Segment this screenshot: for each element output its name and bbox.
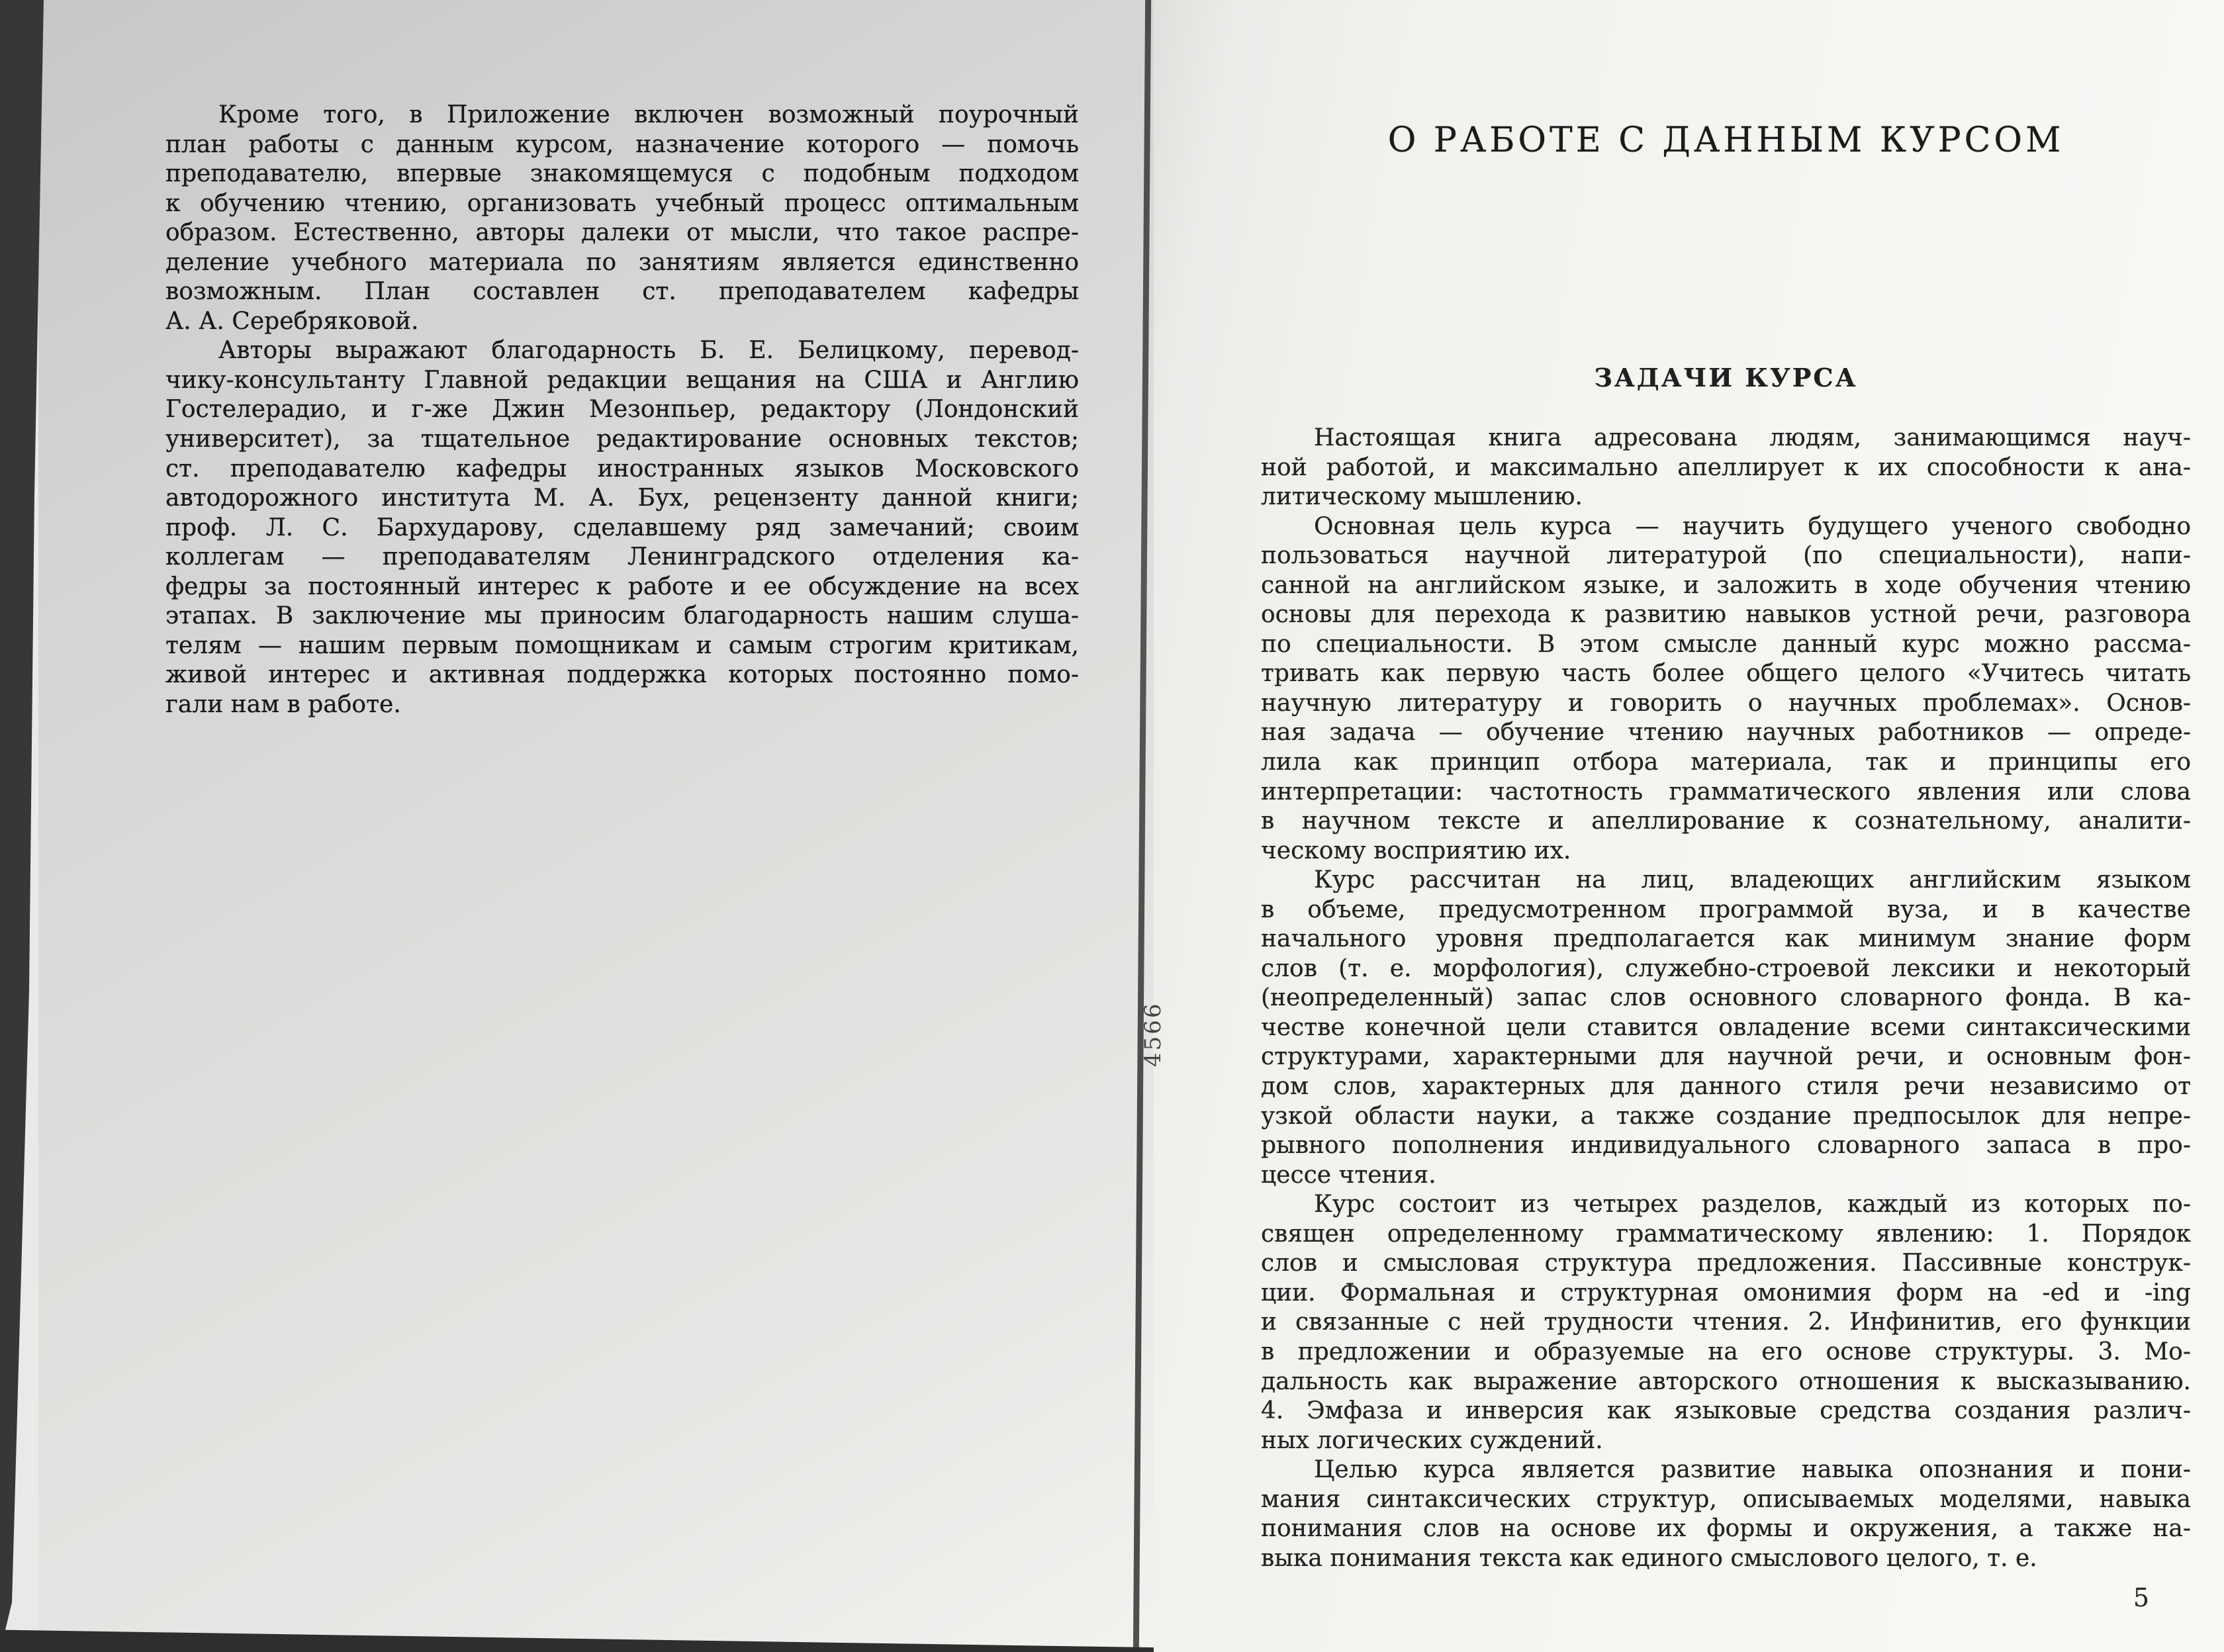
text-line: слов и смысловая структура предложения. Пассивные конструк- <box>1261 1250 2191 1277</box>
text-line: структурами, характерными для научной речи, и основным фон- <box>1261 1043 2191 1071</box>
page-number: 5 <box>2133 1583 2150 1612</box>
text-line: честве конечной цели ставится овладение всеми синтаксическими <box>1261 1013 2191 1041</box>
text-line: литическому мышлению. <box>1261 483 1583 511</box>
text-line: живой интерес и активная поддержка которых постоянно помо- <box>165 661 1079 689</box>
text-line: в объеме, предусмотренном программой вуза, и в качестве <box>1261 895 2191 923</box>
text-line: Целью курса является развитие навыка опознания и пони- <box>1314 1456 2191 1484</box>
left-page-text <box>165 101 1079 719</box>
text-line: по специальности. В этом смысле данный курс можно рассма- <box>1261 630 2191 658</box>
text-line: автодорожного института М. А. Бух, рецензенту данной книги; <box>165 484 1079 512</box>
right-page <box>1154 0 2224 1652</box>
text-line: начального уровня предполагается как минимум знание форм <box>1261 925 2191 953</box>
text-line: чику-консультанту Главной редакции вещания на США и Англию <box>165 366 1079 394</box>
text-line: ная задача — обучение чтению научных работников — опреде- <box>1261 719 2191 747</box>
text-line: санной на английском языке, и заложить в ходе обучения чтению <box>1261 571 2191 599</box>
text-line: 4. Эмфаза и инверсия как языковые средства создания различ- <box>1261 1397 2191 1425</box>
text-line: Курс рассчитан на лиц, владеющих английским языком <box>1314 866 2191 894</box>
section-heading: ЗАДАЧИ КУРСА <box>1594 363 1858 392</box>
text-line: А. А. Серебряковой. <box>165 307 419 335</box>
text-line: ст. преподавателю кафедры иностранных языков Московского <box>165 455 1079 482</box>
text-line: выка понимания текста как единого смыслового целого, т. е. <box>1261 1544 2037 1572</box>
text-line: преподавателю, впервые знакомящемуся с подобным подходом <box>165 160 1079 188</box>
chapter-title: О РАБОТЕ С ДАННЫМ КУРСОМ <box>1387 120 2064 160</box>
text-line: Кроме того, в Приложение включен возможный поурочный <box>218 101 1079 128</box>
text-line: ции. Формальная и структурная омонимия форм на -ed и -ing <box>1261 1279 2191 1307</box>
spine-number: 4566 <box>1140 1001 1166 1067</box>
left-page <box>38 0 1154 1652</box>
text-line: университет), за тщательное редактирование основных текстов; <box>165 426 1079 453</box>
text-line: Настоящая книга адресована людям, занимающимся науч- <box>1314 424 2191 451</box>
text-line: понимания слов на основе их формы и окружения, а также на- <box>1261 1515 2191 1543</box>
text-line: интерпретации: частотность грамматического явления или слова <box>1261 778 2191 805</box>
text-line: пользоваться научной литературой (по специальности), напи- <box>1261 542 2191 570</box>
text-line: Основная цель курса — научить будущего ученого свободно <box>1314 512 2191 540</box>
text-line: и связанные с ней трудности чтения. 2. Инфинитив, его функции <box>1261 1308 2191 1336</box>
text-line: возможным. План составлен ст. преподавателем кафедры <box>165 278 1079 306</box>
text-line: тривать как первую часть более общего целого «Учитесь читать <box>1261 660 2191 688</box>
text-line: гали нам в работе. <box>165 690 401 718</box>
right-page-text <box>1261 424 2191 1573</box>
text-line: священ определенному грамматическому явлению: 1. Порядок <box>1261 1220 2191 1248</box>
text-line: ной работой, и максимально апеллирует к их способности к ана- <box>1261 453 2191 481</box>
text-line: мания синтаксических структур, описываемых моделями, навыка <box>1261 1485 2191 1513</box>
text-line: узкой области науки, а также создание предпосылок для непре- <box>1261 1102 2191 1130</box>
text-line: в предложении и образуемые на его основе структуры. 3. Мо- <box>1261 1338 2191 1365</box>
text-line: в научном тексте и апеллирование к сознательному, аналити- <box>1261 807 2191 835</box>
text-line: федры за постоянный интерес к работе и ее обсуждение на всех <box>165 573 1079 600</box>
text-line: Курс состоит из четырех разделов, каждый из которых по- <box>1314 1191 2191 1218</box>
text-line: план работы с данным курсом, назначение которого — помочь <box>165 130 1079 158</box>
text-line: дальность как выражение авторского отношения к высказыванию. <box>1261 1367 2191 1395</box>
text-line: ных логических суждений. <box>1261 1426 1603 1454</box>
text-line: основы для перехода к развитию навыков устной речи, разговора <box>1261 601 2191 629</box>
text-line: научную литературу и говорить о научных проблемах». Основ- <box>1261 689 2191 717</box>
text-line: проф. Л. С. Бархударову, сделавшему ряд замечаний; своим <box>165 514 1079 541</box>
text-line: Авторы выражают благодарность Б. Е. Белицкому, перевод- <box>218 337 1079 365</box>
text-line: ческому восприятию их. <box>1261 837 1571 864</box>
text-line: телям — нашим первым помощникам и самым строгим критикам, <box>165 631 1079 659</box>
text-line: Гостелерадио, и г-же Джин Мезонпьер, редактору (Лондонский <box>165 396 1079 424</box>
text-line: к обучению чтению, организовать учебный процесс оптимальным <box>165 189 1079 217</box>
text-line: образом. Естественно, авторы далеки от мысли, что такое распре- <box>165 219 1079 247</box>
text-line: слов (т. е. морфология), служебно-строевой лексики и некоторый <box>1261 954 2191 982</box>
text-line: цессе чтения. <box>1261 1161 1436 1189</box>
text-line: коллегам — преподавателям Ленинградского отделения ка- <box>165 543 1079 571</box>
text-line: рывного пополнения индивидуального словарного запаса в про- <box>1261 1132 2191 1160</box>
text-line: этапах. В заключение мы приносим благодарность нашим слуша- <box>165 602 1079 630</box>
text-line: дом слов, характерных для данного стиля речи независимо от <box>1261 1073 2191 1101</box>
text-line: деление учебного материала по занятиям является единственно <box>165 248 1079 276</box>
text-line: (неопределенный) запас слов основного словарного фонда. В ка- <box>1261 984 2191 1012</box>
text-line: лила как принцип отбора материала, так и принципы его <box>1261 749 2191 776</box>
